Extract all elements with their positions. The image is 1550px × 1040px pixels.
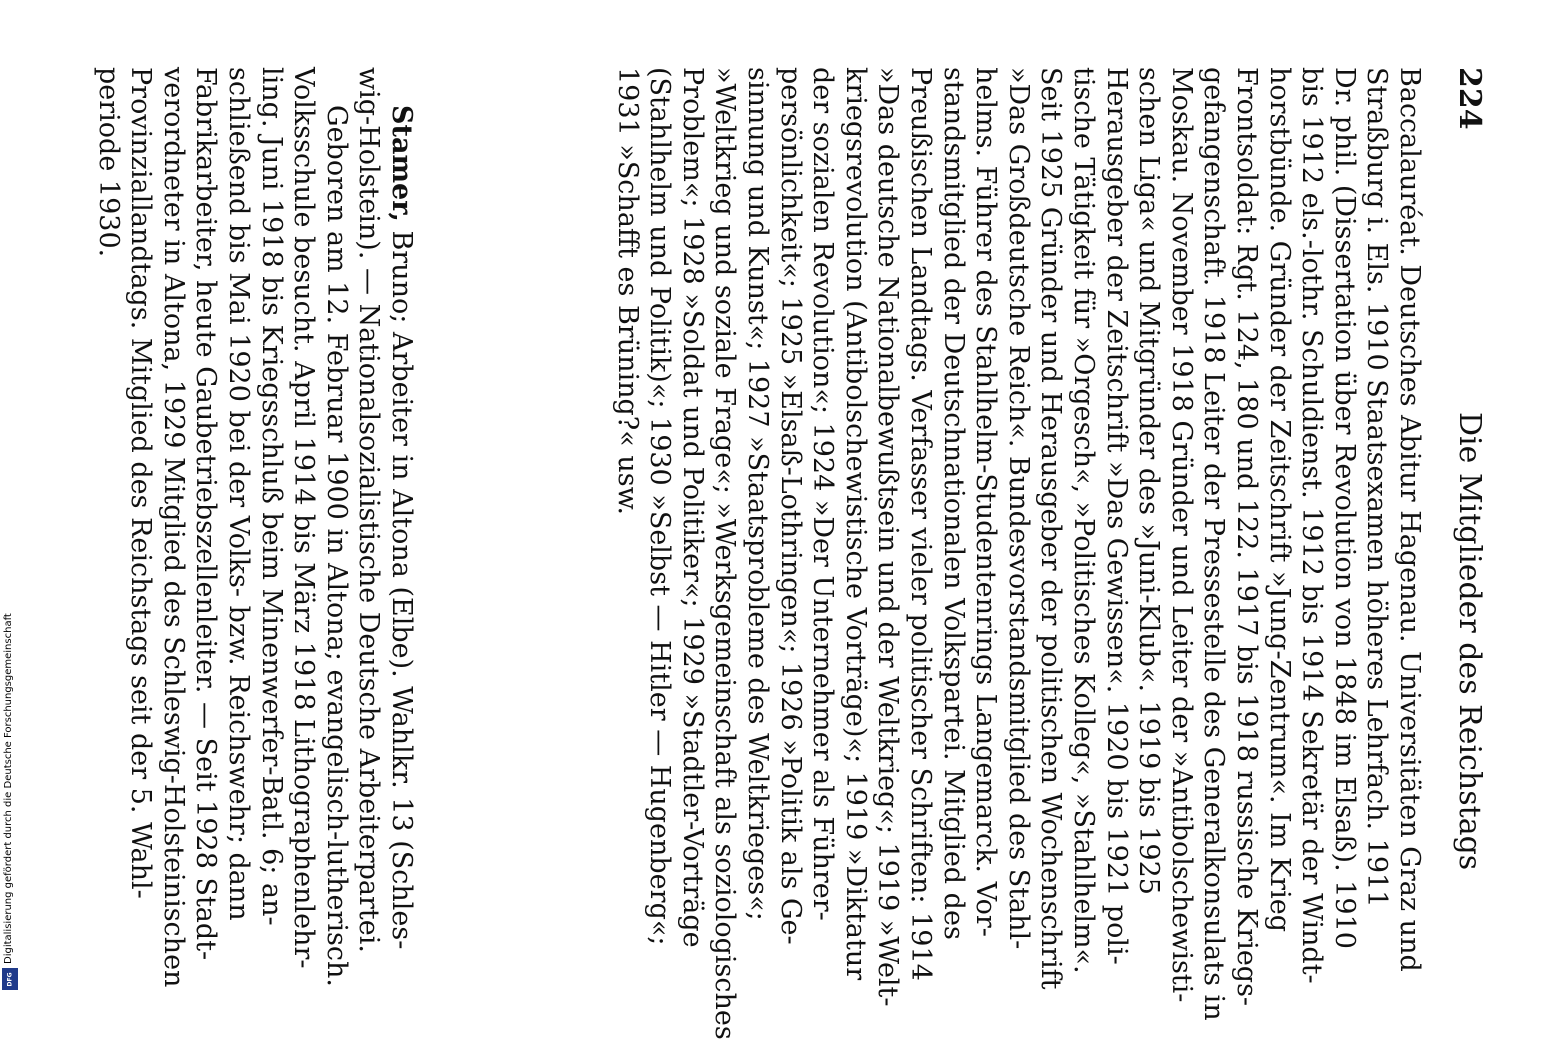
text-line: 1931 »Schafft es Brüning?« usw.: [611, 67, 643, 516]
text-line: Fabrikarbeiter, heute Gaubetriebszellenleiter. — Seit 1928 Stadt-: [190, 67, 222, 961]
text-line: kriegsrevolution (Antibolschewistische Vorträge)«; 1919 »Diktatur: [839, 67, 871, 981]
text-line: Seit 1925 Gründer und Herausgeber der politischen Wochenschrift: [1035, 67, 1067, 990]
text-line: Geboren am 12. Februar 1900 in Altona; evangelisch-lutherisch.: [320, 105, 352, 987]
text-line: (Stahlhelm und Politik)«; 1930 »Selbst — Hitler — Hugenberg«;: [644, 67, 676, 946]
text-line: Preußischen Landtags. Verfasser vieler politischer Schriften: 1914: [905, 67, 936, 981]
text-line: der sozialen Revolution«; 1924 »Der Unternehmer als Führer-: [807, 67, 839, 921]
text-line: wig-Holstein). — Nationalsozialistische Deutsche Arbeiterpartei.: [353, 67, 385, 953]
text-line: persönlichkeit«; 1925 »Elsaß-Lothringen«; 1926 »Politik als Ge-: [774, 67, 806, 945]
text-line: ling. Juni 1918 bis Kriegsschluß beim Minenwerfer-Batl. 6; an-: [255, 67, 287, 926]
text-line: »Das Großdeutsche Reich«. Bundesvorstandsmitglied des Stahl-: [1002, 67, 1034, 950]
text-line: schließend bis Mai 1920 bei der Volks- bzw. Reichswehr; dann: [223, 67, 254, 921]
running-header-title: Die Mitglieder des Reichstags: [1452, 412, 1487, 871]
text-line: Problem«; 1928 »Soldat und Politiker«; 1929 »Stadtler-Vorträge: [676, 67, 708, 948]
digitization-notice: [0, 0, 22, 1000]
text-line: Provinziallandtags. Mitglied des Reichstags seit der 5. Wahl-: [125, 67, 157, 899]
entry-2-heading-line: [385, 105, 417, 949]
text-line: standsmitglied der Deutschnationalen Volkspartei. Mitglied des: [937, 67, 969, 940]
text-line: horstbünde. Gründer der Zeitschrift »Jung-Zentrum«. Im Krieg: [1263, 67, 1295, 932]
text-line: Straßburg i. Els. 1910 Staatsexamen höheres Lehrfach. 1911: [1361, 67, 1393, 908]
text-line: bis 1912 els.-lothr. Schuldienst. 1912 bis 1914 Sekretär der Windt-: [1296, 67, 1328, 984]
digitization-note-text: Digitalisierung gefördert durch die Deutsche Forschungsgemeinschaft: [3, 613, 14, 964]
text-line: »Das deutsche Nationalbewußtsein und der Weltkrieg«; 1919 »Welt-: [872, 67, 904, 1007]
text-line: Moskau. November 1918 Gründer und Leiter der »Antibolschewisti-: [1165, 67, 1197, 1003]
dfg-logo: DFG: [2, 968, 18, 990]
text-line: Volksschule besucht. April 1914 bis März 1918 Lithographenlehr-: [288, 67, 320, 969]
text-line: sinnung und Kunst«; 1927 »Staatsprobleme des Weltkrieges«;: [742, 67, 773, 921]
page-number: 224: [1452, 67, 1487, 130]
text-line: Baccalauréat. Deutsches Abitur Hagenau. Universitäten Graz und: [1394, 67, 1425, 972]
text-line: tische Tätigkeit für »Orgesch«, »Politisches Kolleg«, »Stahlhelm«.: [1068, 67, 1099, 974]
text-line: Herausgeber der Zeitschrift »Das Gewissen«. 1920 bis 1921 poli-: [1100, 67, 1132, 965]
text-line: schen Liga« und Mitgründer des »Juni-Klub«. 1919 bis 1925: [1133, 67, 1165, 895]
member-heading-text: Bruno; Arbeiter in Altona (Elbe). Wahlkr. 13 (Schles-: [386, 221, 417, 950]
text-line: periode 1930.: [92, 67, 124, 258]
text-line: helms. Führer des Stahlhelm-Studentenrings Langemarck. Vor-: [970, 67, 1002, 937]
text-line: Dr. phil. (Dissertation über Revolution von 1848 im Elsaß). 1910: [1328, 67, 1360, 949]
text-line: Frontsoldat: Rgt. 124, 180 und 122. 1917 bis 1918 russische Kriegs-: [1231, 67, 1262, 1007]
text-line: gefangenschaft. 1918 Leiter der Pressestelle des Generalkonsulats in: [1198, 67, 1230, 1021]
text-line: »Weltkrieg und soziale Frage«; »Werksgemeinschaft als soziologisches: [709, 67, 741, 1040]
text-line: verordneter in Altona, 1929 Mitglied des Schleswig-Holsteinischen: [157, 67, 189, 988]
member-name: Stamer,: [386, 105, 417, 222]
